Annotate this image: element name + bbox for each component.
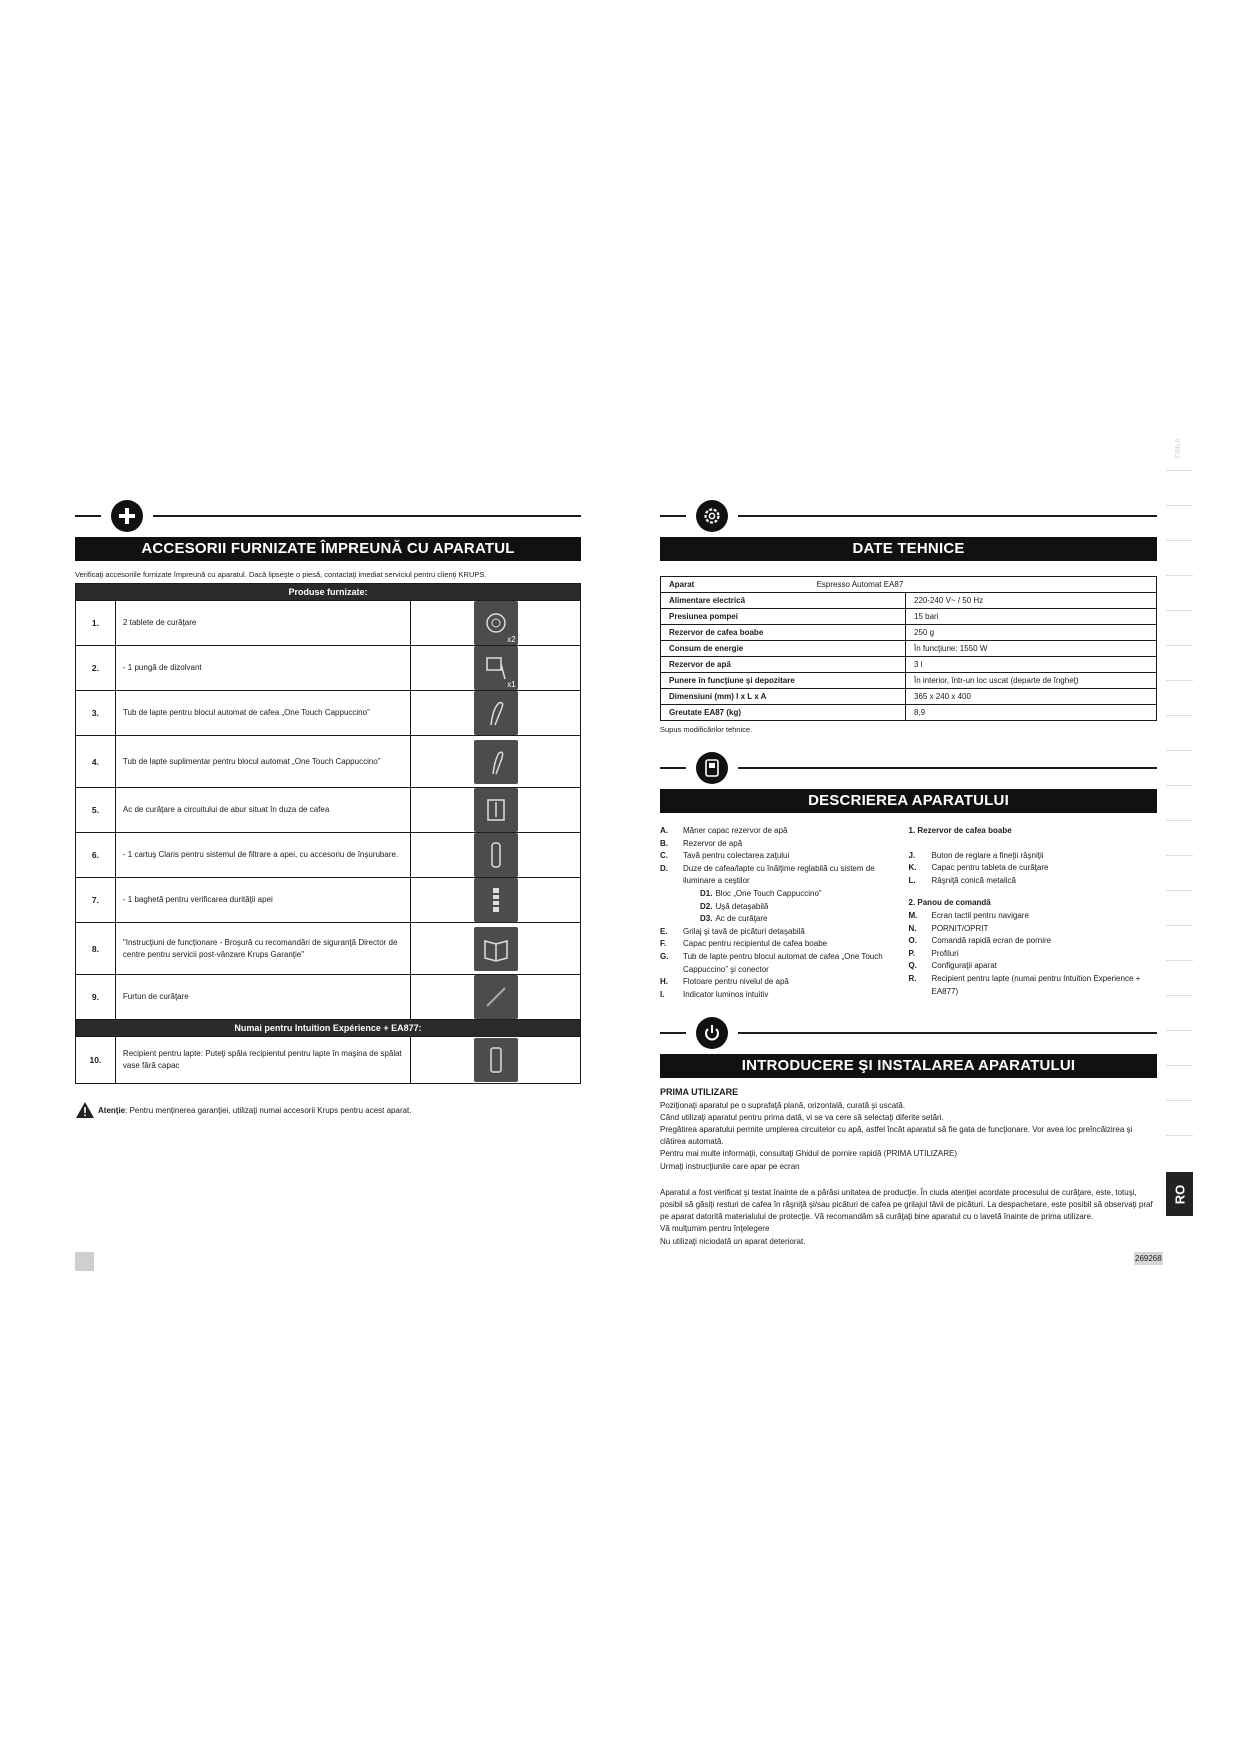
milk-container-icon: [474, 1038, 518, 1082]
quantity-badge: x1: [507, 680, 516, 689]
paragraph: Când utilizaţi aparatul pentru prima dată, vi se va cere să selectaţi diferite setări.: [660, 1112, 944, 1122]
spec-value: În funcţiune: 1550 W: [906, 641, 1157, 657]
spec-value: 250 g: [906, 625, 1157, 641]
warning-note: [75, 1101, 581, 1119]
item-text: Uşă detaşabilă: [715, 901, 769, 911]
spec-label: Dimensiuni (mm) l x L x A: [661, 689, 906, 705]
item-text: Flotoare pentru nivelul de apă: [683, 977, 789, 987]
list-item: [660, 913, 909, 926]
item-text: Rezervor de apă: [683, 838, 743, 848]
tech-table: [660, 576, 1157, 721]
row-number: 7.: [76, 878, 116, 923]
list-item: [660, 901, 909, 914]
warning-text: : Pentru menţinerea garanţiei, utilizaţi numai accesorii Krups pentru acest aparat.: [125, 1105, 412, 1115]
item-text: Grilaj şi tavă de picături detaşabilă: [683, 926, 805, 936]
table-row: [76, 975, 581, 1020]
item-text: Mâner capac rezervor de apă: [683, 826, 788, 835]
item-text: Recipient pentru lapte (numai pentru Intuition Experience + EA877): [931, 973, 1141, 996]
sachet-icon: [474, 646, 518, 690]
first-use-block: [660, 1086, 1157, 1247]
row-number: 3.: [76, 691, 116, 736]
first-use-heading: PRIMA UTILIZARE: [660, 1087, 739, 1098]
spec-label: Punere în funcţiune şi depozitare: [661, 673, 906, 689]
section-header: [75, 500, 581, 532]
row-text: Furtun de curăţare: [115, 975, 410, 1020]
item-text: Ac de curăţare: [715, 914, 768, 924]
booklet-icon: [474, 927, 518, 971]
item-letter: H.: [660, 977, 668, 987]
power-icon: [696, 1017, 728, 1049]
page-number: 269268: [1135, 1254, 1162, 1263]
table-row: [76, 788, 581, 833]
list-item: [660, 926, 909, 939]
item-text: Configuraţii aparat: [931, 961, 997, 971]
tech-title: DATE TEHNICE: [660, 537, 1157, 561]
spec-value: În interior, într-un loc uscat (departe de îngheţ): [906, 673, 1157, 689]
spec-label: Consum de energie: [661, 641, 906, 657]
language-label: RO: [1172, 1184, 1187, 1204]
item-text: Duze de cafea/lapte cu înălţime reglabilă cu sistem de iluminare a ceştilor: [683, 863, 875, 886]
filter-cartridge-icon: [474, 833, 518, 877]
desc-subheading: 2. Panou de comandă: [908, 898, 991, 908]
table-row: [661, 673, 1157, 689]
row-text: Recipient pentru lapte: Puteţi spăla recipientul pentru lapte în maşina de spălat vase fără capac: [115, 1037, 410, 1084]
hose-icon: [474, 975, 518, 1019]
warning-label: Atenţie: [98, 1105, 126, 1115]
spec-label: Presiunea pompei: [661, 609, 906, 625]
item-letter: F.: [660, 939, 667, 949]
list-item: [660, 863, 909, 888]
paragraph: Nu utilizaţi niciodată un aparat deteriorat.: [660, 1236, 806, 1246]
spec-value: 3 l: [906, 657, 1157, 673]
row-text: - 1 baghetă pentru verificarea durităţii apei: [115, 878, 410, 923]
section-title: ACCESORII FURNIZATE ÎMPREUNĂ CU APARATUL: [75, 537, 581, 561]
item-letter: K.: [908, 863, 917, 873]
row-number: 4.: [76, 736, 116, 788]
section-header: [660, 1017, 1157, 1049]
item-letter: I.: [660, 989, 665, 999]
paragraph: Urmaţi instrucţiunile care apar pe ecran: [660, 1161, 800, 1171]
list-item: [909, 935, 1158, 948]
page-marker: [75, 1252, 94, 1271]
item-letter: Q.: [908, 961, 917, 971]
table-row: [76, 736, 581, 788]
item-letter: L.: [908, 875, 916, 885]
item-text: Capac pentru tableta de curăţare: [931, 863, 1049, 873]
spec-value: 15 bari: [906, 609, 1157, 625]
item-text: Tavă pentru colectarea zaţului: [683, 851, 790, 861]
row-text: Tub de lapte pentru blocul automat de cafea „One Touch Cappuccino”: [115, 691, 410, 736]
spec-value: 365 x 240 x 400: [906, 689, 1157, 705]
item-letter: D2.: [700, 901, 713, 911]
right-column: [660, 500, 1157, 1248]
table-row: [76, 691, 581, 736]
row-text: - 1 cartuş Claris pentru sistemul de filtrare a apei, cu accesoriu de înşurubare.: [115, 833, 410, 878]
description-list: [660, 825, 1157, 1001]
milk-tube-extra-icon: [474, 740, 518, 784]
language-tab: [1166, 1172, 1193, 1216]
list-item: [909, 875, 1158, 888]
list-item: [909, 850, 1158, 863]
list-item: [660, 825, 909, 838]
row-text: - 1 pungă de dizolvant: [115, 646, 410, 691]
warning-icon: [75, 1101, 95, 1119]
tech-note: Supus modificărilor tehnice.: [660, 725, 753, 734]
spec-label: Greutate EA87 (kg): [661, 705, 906, 721]
quantity-badge: x2: [507, 635, 516, 644]
description-left: [660, 825, 909, 1001]
desc-title: DESCRIEREA APARATULUI: [660, 789, 1157, 813]
item-letter: D1.: [700, 888, 713, 898]
table-header: Produse furnizate:: [76, 584, 581, 601]
cleaning-needle-icon: [474, 788, 518, 832]
intro-title: INTRODUCERE ŞI INSTALAREA APARATULUI: [660, 1054, 1157, 1078]
row-number: 2.: [76, 646, 116, 691]
list-item: [660, 951, 909, 976]
item-letter: P.: [908, 948, 916, 958]
table-row: [76, 833, 581, 878]
list-item: [660, 989, 909, 1002]
intro-text: Verificaţi accesoriile furnizate împreună cu aparatul. Dacă lipseşte o piesă, contactaţi imediat serviciul pentru clienţi KRUPS.: [75, 570, 487, 579]
tablet-icon: [474, 601, 518, 645]
list-item: [660, 850, 909, 863]
margin-ticks: [1166, 470, 1193, 1170]
row-number: 9.: [76, 975, 116, 1020]
row-text: Ac de curăţare a circuitului de abur situat în duza de cafea: [115, 788, 410, 833]
item-text: Ecran tactil pentru navigare: [931, 910, 1029, 920]
item-letter: E.: [660, 926, 668, 936]
milk-tube-icon: [474, 691, 518, 735]
aparat-value: Espresso Automat EA87: [816, 580, 904, 589]
aparat-label: Aparat: [669, 580, 695, 589]
section-header: [660, 500, 1157, 532]
item-letter: N.: [908, 923, 917, 933]
item-letter: M.: [908, 910, 918, 920]
side-label: FINLA: [1175, 438, 1182, 458]
spec-value: 8,9: [906, 705, 1157, 721]
list-item: [660, 976, 909, 989]
gear-icon: [696, 500, 728, 532]
table-row: [76, 878, 581, 923]
item-text: Tub de lapte pentru blocul automat de cafea „One Touch Cappuccino” şi conector: [683, 951, 883, 974]
table-row: [661, 641, 1157, 657]
spec-label: Alimentare electrică: [661, 593, 906, 609]
list-item: [660, 888, 909, 901]
item-letter: G.: [660, 951, 669, 961]
row-number: 1.: [76, 601, 116, 646]
table-row: [76, 646, 581, 691]
list-item: [660, 838, 909, 851]
table-row: [661, 577, 1157, 593]
accessories-section: [75, 500, 581, 1119]
item-letter: D3.: [700, 914, 713, 924]
paragraph: Pregătirea aparatului permite umplerea circuitelor cu apă, astfel încât aparatul să fie gata de funcţionare. Vor avea loc preîncălzirea şi clătirea automată.: [660, 1124, 1133, 1147]
item-letter: B.: [660, 838, 668, 848]
list-item: [660, 938, 909, 951]
list-item: [909, 862, 1158, 875]
item-text: Comandă rapidă ecran de pornire: [931, 936, 1052, 946]
item-text: Buton de reglare a fineţii râşniţii: [931, 850, 1044, 860]
table-row: [661, 705, 1157, 721]
test-strip-icon: [474, 878, 518, 922]
paragraph: Poziţionaţi aparatul pe o suprafaţă plană, orizontală, curată şi uscată.: [660, 1100, 906, 1110]
list-item: [909, 973, 1158, 998]
list-item: [909, 960, 1158, 973]
plus-icon: [111, 500, 143, 532]
item-text: Capac pentru recipientul de cafea boabe: [683, 939, 828, 949]
table-row: [661, 593, 1157, 609]
item-text: PORNIT/OPRIT: [931, 923, 989, 933]
item-text: Bloc „One Touch Cappuccino”: [715, 888, 822, 898]
item-text: Profiluri: [931, 948, 959, 958]
table-row: [661, 689, 1157, 705]
table-row: [661, 609, 1157, 625]
row-text: Tub de lapte suplimentar pentru blocul automat „One Touch Cappuccino”: [115, 736, 410, 788]
item-letter: O.: [908, 936, 917, 946]
item-text: Râşniţă conică metalică: [931, 875, 1016, 885]
table-row: [76, 601, 581, 646]
spec-label: Rezervor de apă: [661, 657, 906, 673]
row-number: 8.: [76, 923, 116, 975]
accessories-table: [75, 583, 581, 1084]
desc-subheading: 1. Rezervor de cafea boabe: [908, 826, 1012, 835]
item-letter: D.: [660, 863, 668, 873]
item-letter: J.: [908, 850, 916, 860]
list-item: [909, 910, 1158, 923]
table-row: [76, 923, 581, 975]
table-row: [661, 625, 1157, 641]
item-letter: A.: [660, 826, 668, 835]
row-number: 5.: [76, 788, 116, 833]
paragraph: Aparatul a fost verificat şi testat înainte de a părăsi unitatea de producţie. În ciuda atenţiei acordate procesului de curăţare, este, totuşi, posibil să găsiţi resturi de cafea în râşniţă şi/sau picături de cafea pe grilajul tăvii de picături. La despachetare, este posibil să observaţi praf pe aparat datorită materialului de protecţie. Vă recomandăm să curăţaţi bine aparatul cu o lavetă înainte de prima utilizare.: [660, 1187, 1153, 1222]
row-text: 2 tablete de curăţare: [115, 601, 410, 646]
spec-value: 220-240 V~ / 50 Hz: [906, 593, 1157, 609]
spec-label: Rezervor de cafea boabe: [661, 625, 906, 641]
table-subheader: Numai pentru Intuition Expérience + EA877:: [76, 1020, 581, 1037]
item-text: Indicator luminos intuitiv: [683, 989, 769, 999]
table-row: [76, 1037, 581, 1084]
row-text: "Instrucţiuni de funcţionare - Broşură cu recomandări de siguranţă Director de centre pentru servicii post-vânzare Krups Garanţie": [115, 923, 410, 975]
paragraph: Vă mulţumim pentru înţelegere: [660, 1224, 770, 1234]
paragraph: Pentru mai multe informaţii, consultaţi Ghidul de pornire rapidă (PRIMA UTILIZARE): [660, 1149, 958, 1159]
row-number: 10.: [76, 1037, 116, 1084]
machine-icon: [696, 752, 728, 784]
section-header: [660, 752, 1157, 784]
description-right: [909, 825, 1158, 1001]
row-number: 6.: [76, 833, 116, 878]
list-item: [909, 948, 1158, 961]
item-letter: R.: [908, 973, 917, 983]
table-row: [661, 657, 1157, 673]
item-letter: C.: [660, 851, 668, 861]
list-item: [909, 923, 1158, 936]
